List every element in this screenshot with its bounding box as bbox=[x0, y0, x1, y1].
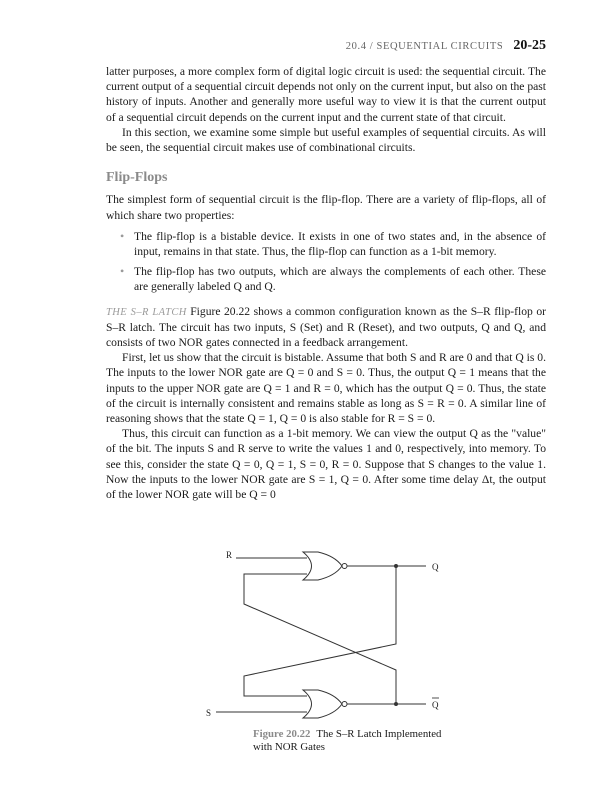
running-head-section: 20.4 / SEQUENTIAL CIRCUITS bbox=[345, 41, 504, 52]
label-s: S bbox=[206, 708, 212, 718]
section-heading-flip-flops: Flip-Flops bbox=[106, 170, 168, 186]
upper-nor-gate bbox=[303, 552, 342, 580]
qbar-junction bbox=[394, 702, 398, 706]
list-item-text: The flip-flop has two outputs, which are always the complements of each other. These are generally labeled Q and Q. bbox=[134, 265, 546, 294]
bullet-icon: • bbox=[120, 264, 125, 279]
page-number: 20-25 bbox=[513, 38, 546, 53]
property-list bbox=[106, 229, 546, 295]
list-item-text: The flip-flop is a bistable device. It exists in one of two states and, in the absence of input, remains in that state. Thus, the flip-flop can function as a 1-bit memory. bbox=[134, 229, 546, 259]
paragraph-section-overview: In this section, we examine some simple but useful examples of sequential circuits. As will be seen, the sequential circuit makes use of combinational circuits. bbox=[106, 125, 546, 155]
label-qbar: Q bbox=[432, 700, 439, 710]
list-item bbox=[106, 264, 546, 294]
figure-number: Figure 20.22 bbox=[253, 728, 311, 740]
running-head bbox=[346, 38, 546, 54]
label-q: Q bbox=[432, 562, 439, 572]
body-text bbox=[106, 64, 546, 502]
paragraph-flipflop-intro: The simplest form of sequential circuit is the flip-flop. There are a variety of flip-flops, all of which share two properties: bbox=[106, 193, 546, 222]
paragraph-sr-latch bbox=[106, 304, 546, 351]
figure-caption bbox=[253, 728, 453, 754]
paragraph-memory: Thus, this circuit can function as a 1-bit memory. We can view the output Q as the "value" of the bit. The inputs S and R serve to write the values 1 and 0, respectively, into memory. To see this, consider the state Q = 0, Q = 1, S = 0, R = 0. Suppose that S changes to the value 1. Now the inputs to the lower NOR gate are S = 1, Q = 0. After some time delay Δt, the output of the lower NOR gate will be Q = 0 bbox=[106, 427, 546, 502]
bullet-icon: • bbox=[120, 228, 125, 243]
caption-text: The S–R Latch Implemented with NOR Gates bbox=[253, 728, 442, 753]
q-junction bbox=[394, 564, 398, 568]
runin-heading-sr-latch: THE S–R LATCH bbox=[106, 306, 187, 318]
paragraph-bistable: First, let us show that the circuit is bistable. Assume that both S and R are 0 and that Q is 0. The inputs to the lower NOR gate are Q = 0 and S = 0. Thus, the output Q = 1 means that the inputs to the upper NOR gate are Q = 1 and R = 0, which has the output Q = 0. Thus, the state of the circuit is internally consistent and remains stable as long as S = R = 0. A similar line of reasoning shows that the state Q = 1, Q = 0 is also stable for R = S = 0. bbox=[106, 351, 546, 426]
list-item bbox=[106, 229, 546, 259]
sr-latch-diagram bbox=[196, 544, 456, 724]
upper-nor-bubble bbox=[342, 564, 347, 569]
lower-nor-bubble bbox=[342, 702, 347, 707]
q-feedback-wire bbox=[244, 566, 396, 696]
lower-nor-gate bbox=[303, 690, 342, 718]
sr-latch-text: Figure 20.22 shows a common configuration known as the S–R flip-flop or S–R latch. The circuit has two inputs, S (Set) and R (Reset), and two outputs, Q and Q, and consists of two NOR gates connected in a feedback arrangement. bbox=[106, 304, 546, 350]
label-r: R bbox=[226, 550, 233, 560]
qbar-feedback-wire bbox=[244, 574, 396, 704]
paragraph-intro: latter purposes, a more complex form of digital logic circuit is used: the sequential circuit. The current output of a sequential circuit depends not only on the current input, but also on the past history of inputs. Another and generally more useful way to view it is that the current output of a sequential circuit depends on the current input and the current state of that circuit. bbox=[106, 65, 546, 124]
